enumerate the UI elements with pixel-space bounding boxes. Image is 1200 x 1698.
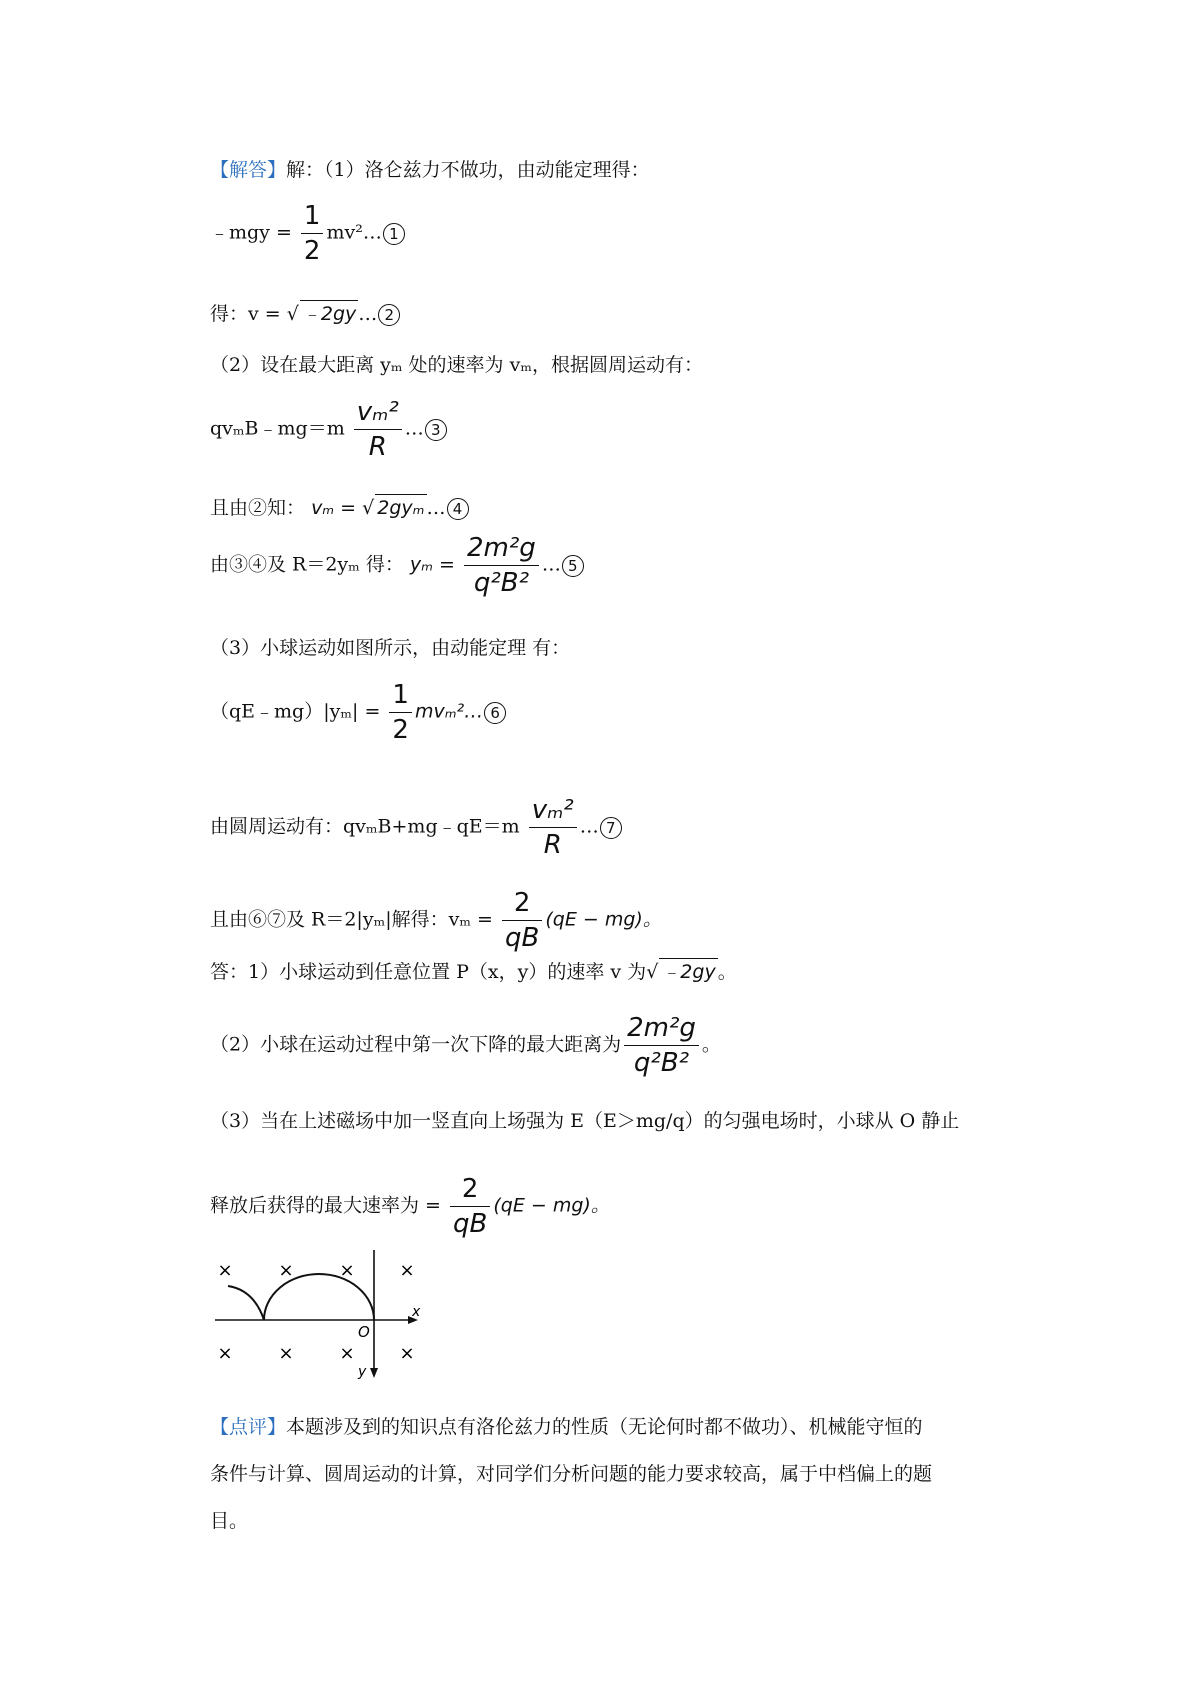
- eq3-denominator: R: [368, 432, 387, 462]
- comment-line-1: [210, 1414, 923, 1440]
- eq1-left: ﹣mgy =: [210, 221, 292, 244]
- eq8-left: 且由⑥⑦及 R＝2|yₘ|解得：vₘ =: [210, 908, 493, 931]
- eq6-right: mvₘ²…: [414, 700, 484, 723]
- answer-1-end: 。: [717, 961, 737, 983]
- x-axis-label: x: [412, 1304, 421, 1320]
- answer-3-numerator: 2: [450, 1172, 490, 1207]
- answer-tag: 【解答】: [210, 159, 287, 181]
- magnetic-field-cross: ×: [217, 1343, 233, 1364]
- eq5-numerator: 2m²g: [464, 531, 539, 566]
- eq1-numerator: 1: [301, 199, 324, 234]
- answer-3-right: (qE − mg)。: [493, 1194, 610, 1217]
- part3-intro: （3）小球运动如图所示，由动能定理 有：: [210, 637, 571, 659]
- eq2-radicand: ﹣2gy: [300, 300, 358, 327]
- eq5-var: yₘ =: [409, 553, 455, 576]
- trajectory-figure: [210, 1240, 430, 1380]
- eq8-numerator: 2: [502, 886, 542, 921]
- eq4-left: 且由②知：: [210, 497, 306, 519]
- answer-3-line-1: （3）当在上述磁场中加一竖直向上场强为 E（E＞mg/q）的匀强电场时，小球从 O 静止: [210, 1110, 960, 1132]
- eq2-tail: …: [358, 303, 378, 325]
- origin-label: O: [358, 1323, 370, 1341]
- eq7-left: 由圆周运动有：qvₘB+mg﹣qE＝m: [210, 815, 520, 838]
- equation-3: [210, 395, 447, 464]
- eq3-tail: …: [404, 417, 424, 440]
- eq7-denominator: R: [543, 830, 562, 860]
- eq4-tail: …: [426, 497, 446, 519]
- eq6-fraction: [389, 678, 412, 747]
- answer-2-fraction: [624, 1011, 699, 1080]
- part2-intro: （2）设在最大距离 yₘ 处的速率为 vₘ，根据圆周运动有：: [210, 354, 703, 376]
- answer-2-numerator: 2m²g: [624, 1011, 699, 1046]
- comment-text-1: 本题涉及到的知识点有洛伦兹力的性质（无论何时都不做功）、机械能守恒的: [286, 1416, 923, 1438]
- y-axis-arrow-icon: [370, 1368, 378, 1378]
- eq8-fraction: [502, 886, 542, 955]
- circled-number-3: 3: [425, 419, 447, 441]
- circled-number-5: 5: [562, 555, 584, 577]
- comment-line-2: 条件与计算、圆周运动的计算，对同学们分析问题的能力要求较高，属于中档偏上的题: [210, 1463, 933, 1485]
- circled-number-6: 6: [484, 702, 506, 724]
- eq6-left: （qE﹣mg）|yₘ| =: [210, 700, 381, 723]
- eq8-right: (qE − mg)。: [545, 908, 662, 931]
- eq3-left: qvₘB﹣mg＝m: [210, 417, 345, 440]
- circled-number-2: 2: [378, 304, 400, 326]
- answer-3-denominator: qB: [453, 1209, 488, 1239]
- equation-7: [210, 793, 622, 862]
- equation-6: [210, 678, 506, 747]
- eq5-denominator: q²B²: [473, 568, 529, 598]
- eq8-denominator: qB: [505, 923, 540, 953]
- equation-4: [210, 494, 469, 521]
- eq5-tail: …: [541, 553, 561, 576]
- magnetic-field-cross: ×: [217, 1260, 233, 1281]
- sqrt-icon: √: [646, 961, 659, 983]
- y-axis-label: y: [358, 1364, 367, 1380]
- eq7-tail: …: [579, 815, 599, 838]
- circled-number-7: 7: [600, 817, 622, 839]
- eq7-numerator: vₘ²: [529, 793, 577, 828]
- eq7-fraction: [529, 793, 577, 862]
- answer-2: [210, 1011, 721, 1080]
- answer-1-text: 答：1）小球运动到任意位置 P（x，y）的速率 v 为: [210, 961, 647, 983]
- sqrt-icon: √: [286, 303, 299, 325]
- eq6-denominator: 2: [392, 715, 409, 745]
- equation-1: [210, 199, 405, 268]
- magnetic-field-cross: ×: [278, 1343, 294, 1364]
- eq4-radicand: 2gyₘ: [375, 494, 426, 521]
- magnetic-field-cross: ×: [278, 1260, 294, 1281]
- equation-2: [210, 300, 400, 327]
- magnetic-field-cross: ×: [399, 1343, 415, 1364]
- circled-number-4: 4: [447, 498, 469, 520]
- answer-3-line-2: [210, 1172, 610, 1241]
- answer-2-end: 。: [701, 1033, 721, 1056]
- eq5-fraction: [464, 531, 539, 600]
- circled-number-1: 1: [383, 223, 405, 245]
- sqrt-icon: √: [362, 497, 375, 519]
- eq3-numerator: vₘ²: [354, 395, 402, 430]
- eq1-right: mv²…: [326, 221, 382, 244]
- magnetic-field-cross: ×: [339, 1343, 355, 1364]
- eq5-left: 由③④及 R＝2yₘ 得：: [210, 553, 404, 576]
- equation-8: [210, 886, 662, 955]
- answer-3-fraction: [450, 1172, 490, 1241]
- eq1-denominator: 2: [303, 236, 321, 266]
- answer-1-radicand: ﹣2gy: [659, 958, 717, 985]
- comment-tag: 【点评】: [210, 1416, 287, 1438]
- comment-line-3: 目。: [210, 1510, 249, 1532]
- eq6-numerator: 1: [389, 678, 412, 713]
- magnetic-field-cross: ×: [339, 1260, 355, 1281]
- equation-5: [210, 531, 584, 600]
- answer-heading-line: [210, 157, 650, 183]
- eq3-fraction: [354, 395, 402, 464]
- eq1-fraction: [301, 199, 324, 268]
- eq2-left: 得：v =: [210, 303, 281, 325]
- answer-1: [210, 958, 737, 985]
- answer-2-text: （2）小球在运动过程中第一次下降的最大距离为: [210, 1033, 622, 1056]
- magnetic-field-cross: ×: [399, 1260, 415, 1281]
- answer-3-text: 释放后获得的最大速率为 =: [210, 1194, 441, 1217]
- answer-intro-text: 解：（1）洛仑兹力不做功，由动能定理得：: [286, 159, 650, 181]
- eq4-var: vₘ =: [311, 497, 357, 519]
- answer-2-denominator: q²B²: [633, 1048, 690, 1078]
